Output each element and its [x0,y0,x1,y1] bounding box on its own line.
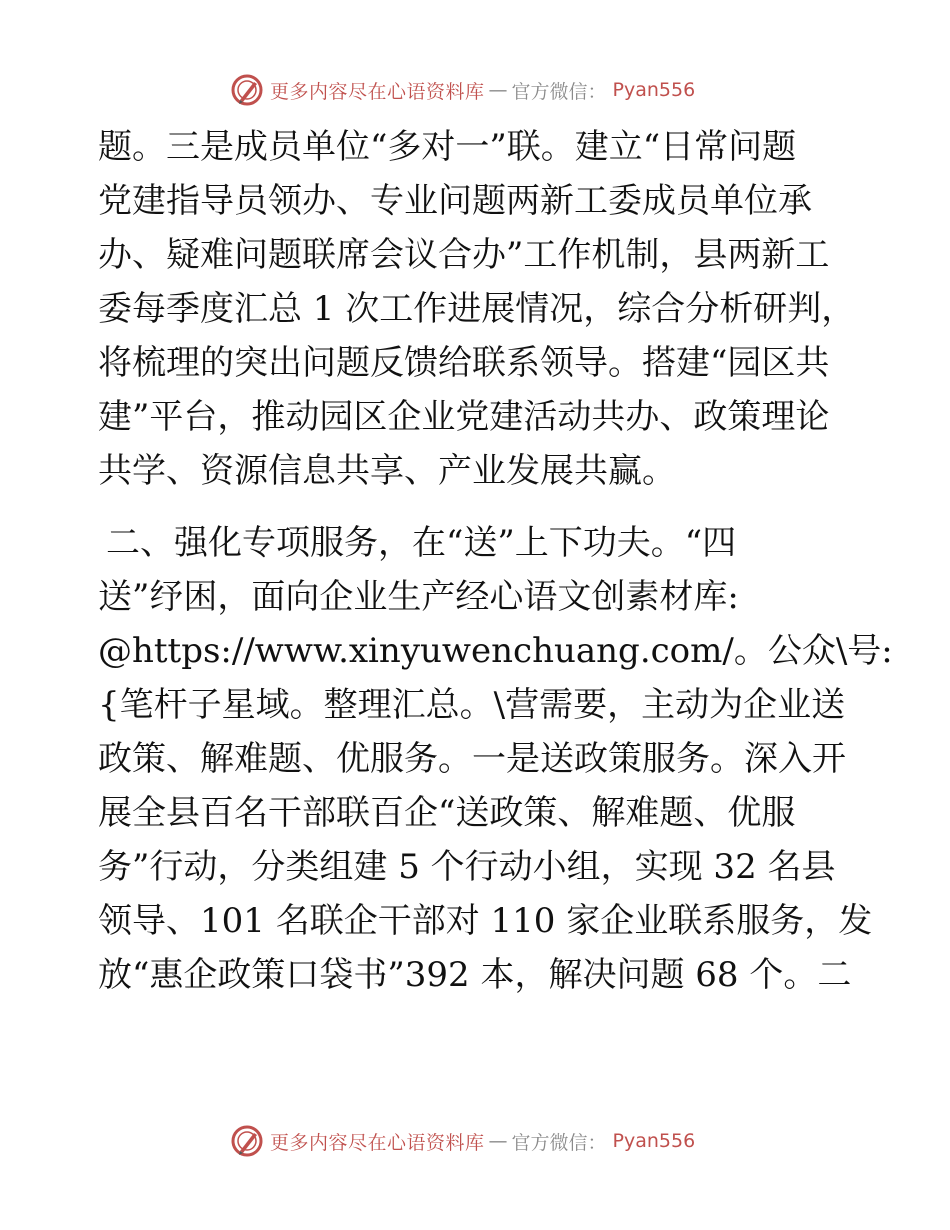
text-line: 领导、101 名联企干部对 110 家企业联系服务，发 [98,901,873,941]
text-line: 委每季度汇总 1 次工作进展情况，综合分析研判， [98,289,856,329]
banner-wechat-label: 官方微信： [511,1131,607,1154]
text-line: 党建指导员领办、专业问题两新工委成员单位承 [98,181,812,221]
header-watermark-banner [230,72,695,108]
document-body [98,120,893,1002]
banner-text: 更多内容尽在心语资料库 [270,80,485,103]
banner-text: 更多内容尽在心语资料库 [270,1131,485,1154]
paragraph-spacer [98,498,858,516]
text-line: 将梳理的突出问题反馈给联系领导。搭建“园区共 [98,343,830,383]
banner-wechat-id: Pyan556 [612,1130,696,1152]
footer-watermark-banner [230,1123,695,1159]
text-line: @https://www.xinyuwenchuang.com/。公众\号: [98,631,893,671]
banner-wechat-id: Pyan556 [612,79,696,101]
text-line: 政策、解难题、优服务。一是送政策服务。深入开 [98,739,846,779]
pen-circle-logo-icon [230,1124,264,1158]
banner-wechat-label: 官方微信： [511,80,607,103]
text-line: 办、疑难问题联席会议合办”工作机制，县两新工 [98,235,830,275]
text-line: {笔杆子星域。整理汇总。\营需要，主动为企业送 [98,685,846,725]
text-line: 务”行动，分类组建 5 个行动小组，实现 32 名县 [98,847,836,887]
paragraph-2 [98,516,893,1002]
banner-separator: — [488,1130,508,1152]
section-heading-line: 二、强化专项服务，在“送”上下功夫。“四 [106,523,737,563]
text-line: 放“惠企政策口袋书”392 本，解决问题 68 个。二 [98,955,852,995]
banner-separator: — [488,79,508,101]
text-line: 共学、资源信息共享、产业发展共赢。 [98,451,676,491]
text-line: 送”纾困，面向企业生产经心语文创素材库: [98,577,739,617]
text-line: 展全县百名干部联百企“送政策、解难题、优服 [98,793,796,833]
pen-circle-logo-icon [230,73,264,107]
paragraph-1 [98,120,858,498]
text-line: 建”平台，推动园区企业党建活动共办、政策理论 [98,397,830,437]
text-line: 题。三是成员单位“多对一”联。建立“日常问题 [98,127,797,167]
